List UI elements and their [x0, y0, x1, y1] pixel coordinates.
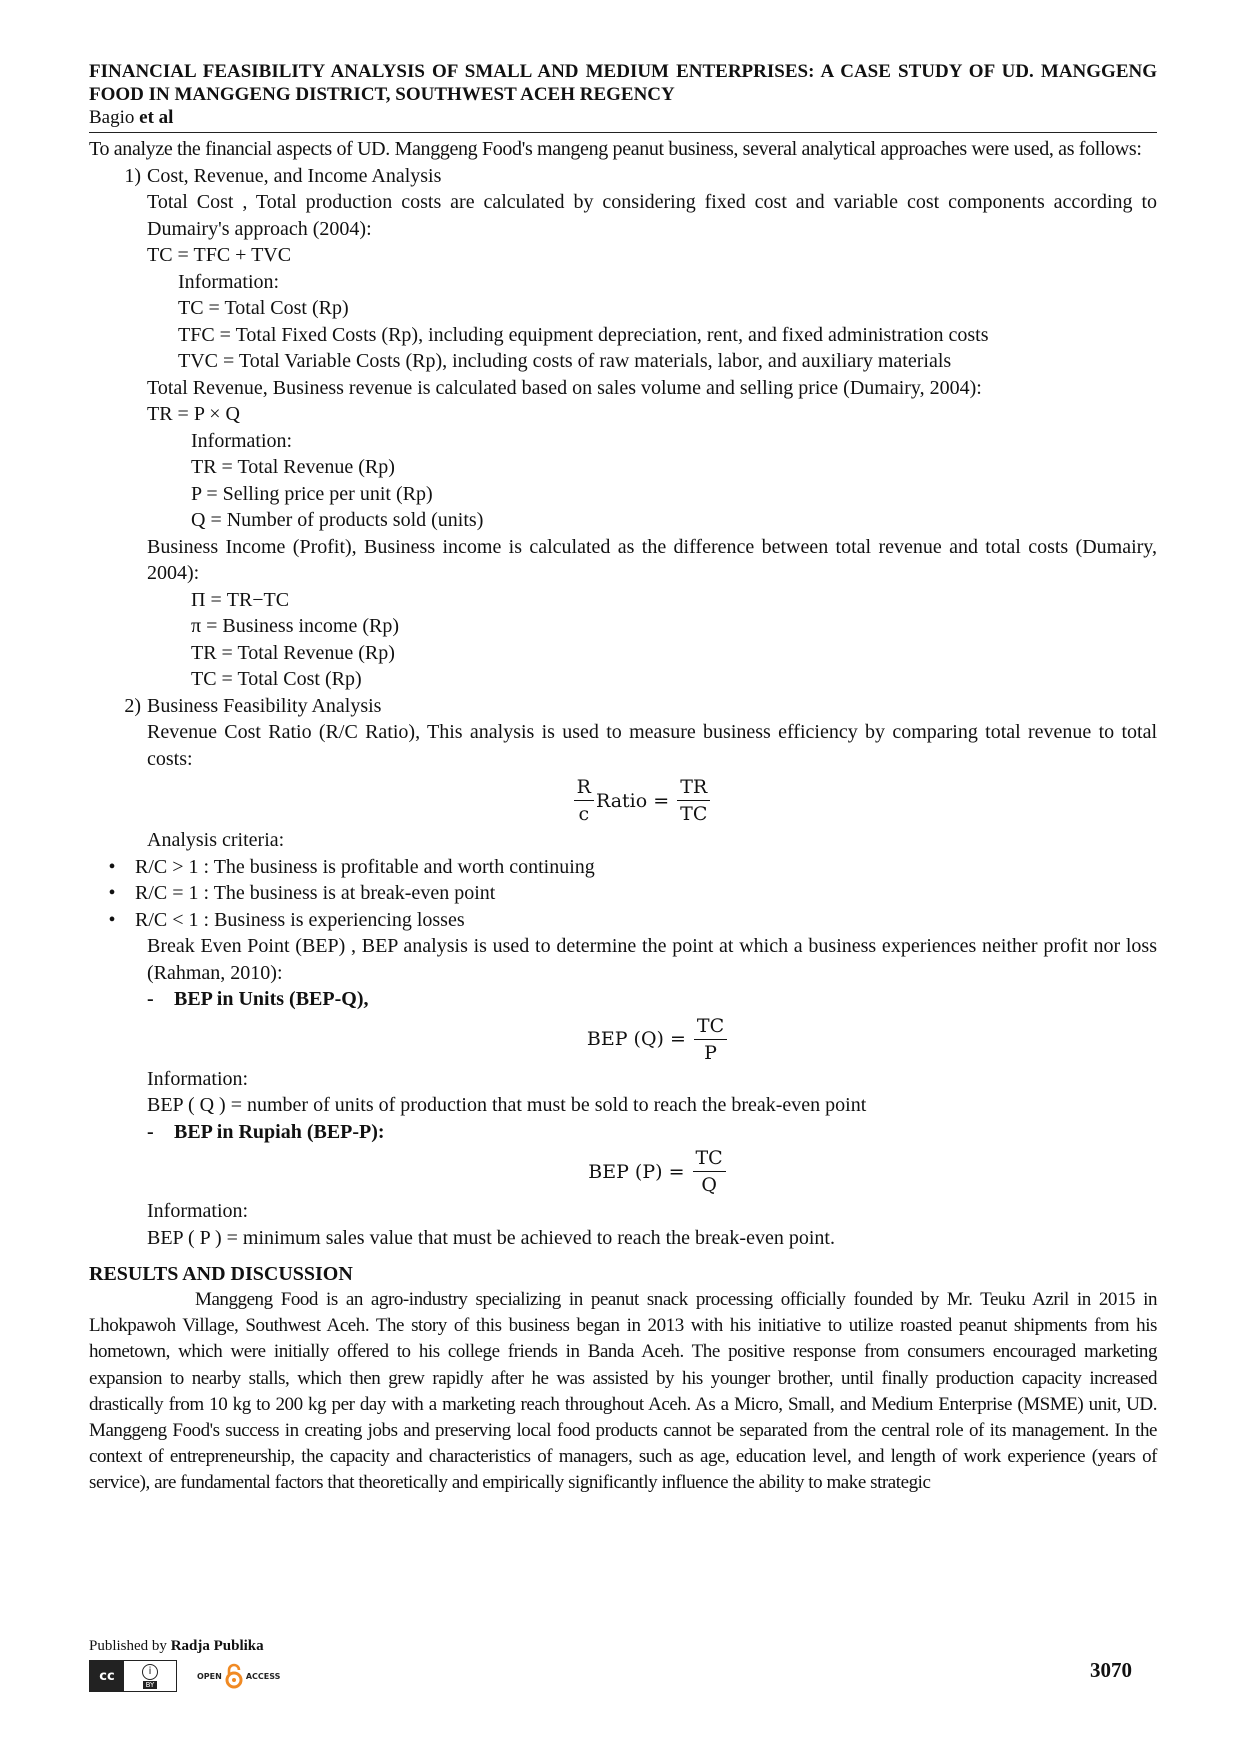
- criteria-label: Analysis criteria:: [147, 829, 285, 851]
- page-content: [89, 60, 1157, 1497]
- license-badges: [89, 1660, 280, 1692]
- list-item: • R/C > 1 : The business is profitable and worth continuing: [89, 854, 1157, 881]
- equation-lhs: BEP (P) =: [588, 1160, 685, 1183]
- bep-p-definition: BEP ( P ) = minimum sales value that must be achieved to reach the break-even point.: [147, 1226, 835, 1249]
- p-definition: P = Selling price per unit (Rp): [191, 482, 433, 505]
- header-rule: [89, 132, 1157, 133]
- access-label: ACCESS: [245, 1671, 281, 1681]
- bep-p-heading: - BEP in Rupiah (BEP-P):: [147, 1119, 1157, 1146]
- denominator: P: [704, 1041, 717, 1064]
- cc-icon: cc: [90, 1661, 124, 1691]
- list-item: • R/C < 1 : Business is experiencing losses: [89, 907, 1157, 934]
- fraction-r-c: [574, 774, 594, 827]
- total-revenue-formula: TR = P × Q: [147, 403, 240, 425]
- item-title: Business Feasibility Analysis: [147, 694, 382, 717]
- total-revenue-description: Total Revenue, Business revenue is calculated based on sales volume and selling price (Dumairy, 2004):: [147, 376, 982, 399]
- bep-q-definition: BEP ( Q ) = number of units of production that must be sold to reach the break-even point: [147, 1094, 867, 1116]
- numerator: R: [574, 774, 594, 801]
- tfc-definition: TFC = Total Fixed Costs (Rp), including equipment depreciation, rent, and fixed administration costs: [178, 323, 989, 346]
- bullet-icon: •: [108, 855, 116, 878]
- open-label: OPEN: [197, 1671, 222, 1681]
- tr-definition: TR = Total Revenue (Rp): [191, 641, 395, 664]
- bep-description: Break Even Point (BEP) , BEP analysis is used to determine the point at which a business experiences neither profit nor loss (Rahman, 2010):: [147, 935, 1157, 984]
- equation-lhs: BEP (Q) =: [586, 1028, 686, 1050]
- tc-definition: TC = Total Cost (Rp): [191, 668, 362, 690]
- dash-marker: -: [147, 988, 154, 1010]
- information-label: Information:: [191, 429, 293, 452]
- page-number: 3070: [1090, 1658, 1132, 1682]
- tc-definition: TC = Total Cost (Rp): [178, 297, 349, 319]
- information-label: Information:: [147, 1200, 249, 1222]
- rc-ratio-equation: [89, 774, 1157, 827]
- rc-ratio-description: Revenue Cost Ratio (R/C Ratio), This analysis is used to measure business efficiency by comparing total revenue to total costs:: [147, 721, 1157, 770]
- method-item-1: [89, 163, 1157, 190]
- q-definition: Q = Number of products sold (units): [191, 509, 484, 531]
- author-name: Bagio: [89, 107, 135, 128]
- dash-marker: -: [147, 1120, 154, 1143]
- denominator: TC: [680, 803, 708, 825]
- profit-description: Business Income (Profit), Business income is calculated as the difference between total revenue and total costs (Dumairy, 2004):: [147, 535, 1157, 584]
- author-suffix: et al: [139, 107, 174, 128]
- pi-definition: π = Business income (Rp): [191, 615, 400, 637]
- total-cost-formula: TC = TFC + TVC: [147, 244, 292, 266]
- total-cost-description: Total Cost , Total production costs are calculated by considering fixed cost and variable cost components according to Dumairy's approach (2004):: [147, 191, 1157, 240]
- list-item: • R/C = 1 : The business is at break-even point: [89, 880, 1157, 907]
- author-line: [89, 106, 1157, 130]
- bep-q-heading: - BEP in Units (BEP-Q),: [147, 986, 1157, 1013]
- results-paragraph: Manggeng Food is an agro-industry specializing in peanut snack processing officially founded by Mr. Teuku Azril in 2015 in Lhokpawoh Village, Southwest Aceh. The story of this business began in 2013 with his initiative to utilize roasted peanut shipments from his hometown, which were initially offered to his college friends in Banda Aceh. The positive response from consumers encouraged marketing expansion to nearby stalls, which then grew rapidly after he was assisted by his younger brother, until finally production capacity increased drastically from 10 kg to 200 kg per day with a marketing reach throughout Aceh. As a Micro, Small, and Medium Enterprise (MSME) unit, UD. Manggeng Food's success in creating jobs and preserving local food products cannot be separated from the central role of its management. In the context of entrepreneurship, the capacity and characteristics of managers, such as age, education level, and length of work experience (years of service), are fundamental factors that theoretically and empirically significantly influence the ability to make strategic: [89, 1289, 1157, 1494]
- cc-by-license-icon: [89, 1660, 177, 1692]
- by-label: BY: [143, 1681, 158, 1689]
- publisher-name: Radja Publika: [170, 1638, 264, 1654]
- method-item-2: [89, 693, 1157, 720]
- fraction-tr-tc: [677, 774, 710, 827]
- bep-q-equation: [89, 1013, 1157, 1066]
- open-access-lock-icon: [225, 1663, 243, 1689]
- published-by-label: Published by: [89, 1638, 167, 1654]
- denominator: c: [578, 803, 590, 825]
- item-title: Cost, Revenue, and Income Analysis: [147, 164, 442, 187]
- denominator: Q: [701, 1174, 717, 1196]
- numerator: TC: [694, 1013, 727, 1040]
- attribution-icon: i: [142, 1664, 158, 1680]
- numerator: TC: [693, 1145, 726, 1172]
- numerator: TR: [677, 774, 710, 801]
- fraction-tc-p: [694, 1013, 727, 1066]
- information-label: Information:: [178, 270, 280, 293]
- bullet-icon: •: [108, 882, 116, 904]
- fraction-tc-q: [693, 1145, 726, 1198]
- item-number: 1): [124, 164, 141, 187]
- section-heading: RESULTS AND DISCUSSION: [89, 1263, 353, 1285]
- tr-definition: TR = Total Revenue (Rp): [191, 456, 395, 478]
- methods-intro: To analyze the financial aspects of UD. Manggeng Food's mangeng peanut business, several analytical approaches were used, as follows:: [89, 138, 1142, 160]
- open-access-logo: [197, 1663, 280, 1689]
- bep-p-equation: [89, 1145, 1157, 1198]
- equation-text: Ratio =: [595, 789, 670, 812]
- publisher-line: [89, 1638, 264, 1655]
- bullet-icon: •: [108, 908, 116, 931]
- tvc-definition: TVC = Total Variable Costs (Rp), including costs of raw materials, labor, and auxiliary materials: [178, 350, 952, 372]
- information-label: Information:: [147, 1067, 249, 1090]
- item-number: 2): [124, 694, 141, 717]
- paper-title: FINANCIAL FEASIBILITY ANALYSIS OF SMALL AND MEDIUM ENTERPRISES: A CASE STUDY OF UD. MANGGENG FOOD IN MANGGENG DISTRICT, SOUTHWEST ACEH REGENCY: [89, 61, 1157, 105]
- profit-formula: Π = TR−TC: [191, 588, 290, 611]
- criteria-list: [89, 854, 1157, 934]
